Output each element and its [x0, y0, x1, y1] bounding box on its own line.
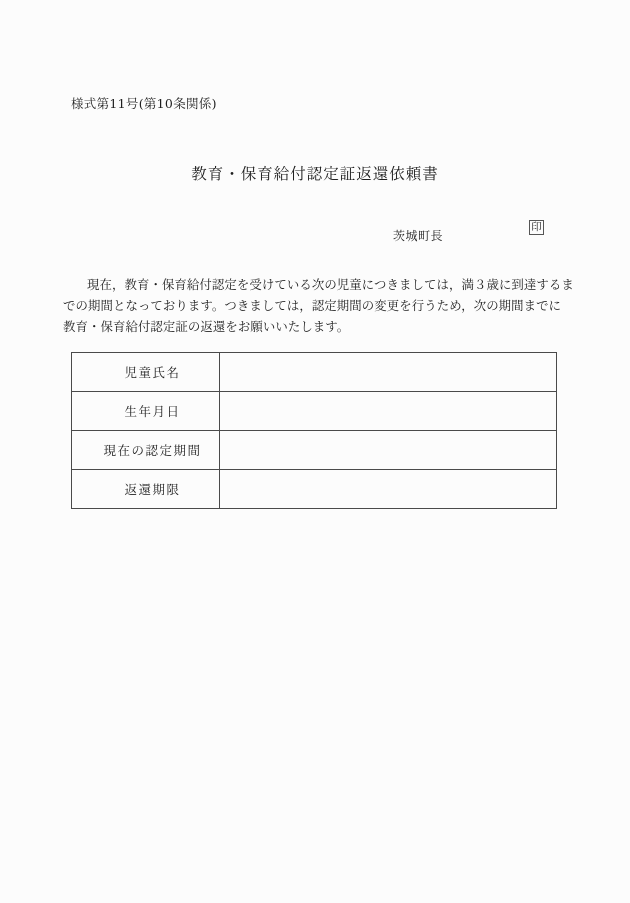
form-number: 様式第11号(第10条関係) [71, 96, 217, 111]
body-line-3: 教育・保育給付認定証の返還をお願いいたします。 [63, 319, 350, 334]
table-label-birthdate: 生年月日 [72, 392, 220, 431]
table-row-current-period [72, 431, 557, 470]
body-line-1: 現在，教育・保育給付認定を受けている次の児童につきましては，満３歳に到達するま [87, 277, 574, 292]
table-label-current-period: 現在の認定期間 [72, 431, 220, 470]
table-value-child-name [220, 353, 557, 392]
table-row-child-name [72, 353, 557, 392]
table-row-birthdate [72, 392, 557, 431]
table-label-child-name: 児童氏名 [72, 353, 220, 392]
seal-box [529, 220, 544, 235]
table-row-return-deadline [72, 470, 557, 509]
body-paragraph [63, 274, 574, 337]
form-table [71, 352, 557, 509]
table-value-current-period [220, 431, 557, 470]
table-label-return-deadline: 返還期限 [72, 470, 220, 509]
document-title: 教育・保育給付認定証返還依頼書 [191, 165, 439, 183]
addressee: 茨城町長 [393, 229, 444, 243]
table-value-return-deadline [220, 470, 557, 509]
body-line-2: での期間となっております。つきましては，認定期間の変更を行うため，次の期間までに [63, 298, 562, 313]
seal-mark: 印 [531, 221, 542, 234]
table-value-birthdate [220, 392, 557, 431]
